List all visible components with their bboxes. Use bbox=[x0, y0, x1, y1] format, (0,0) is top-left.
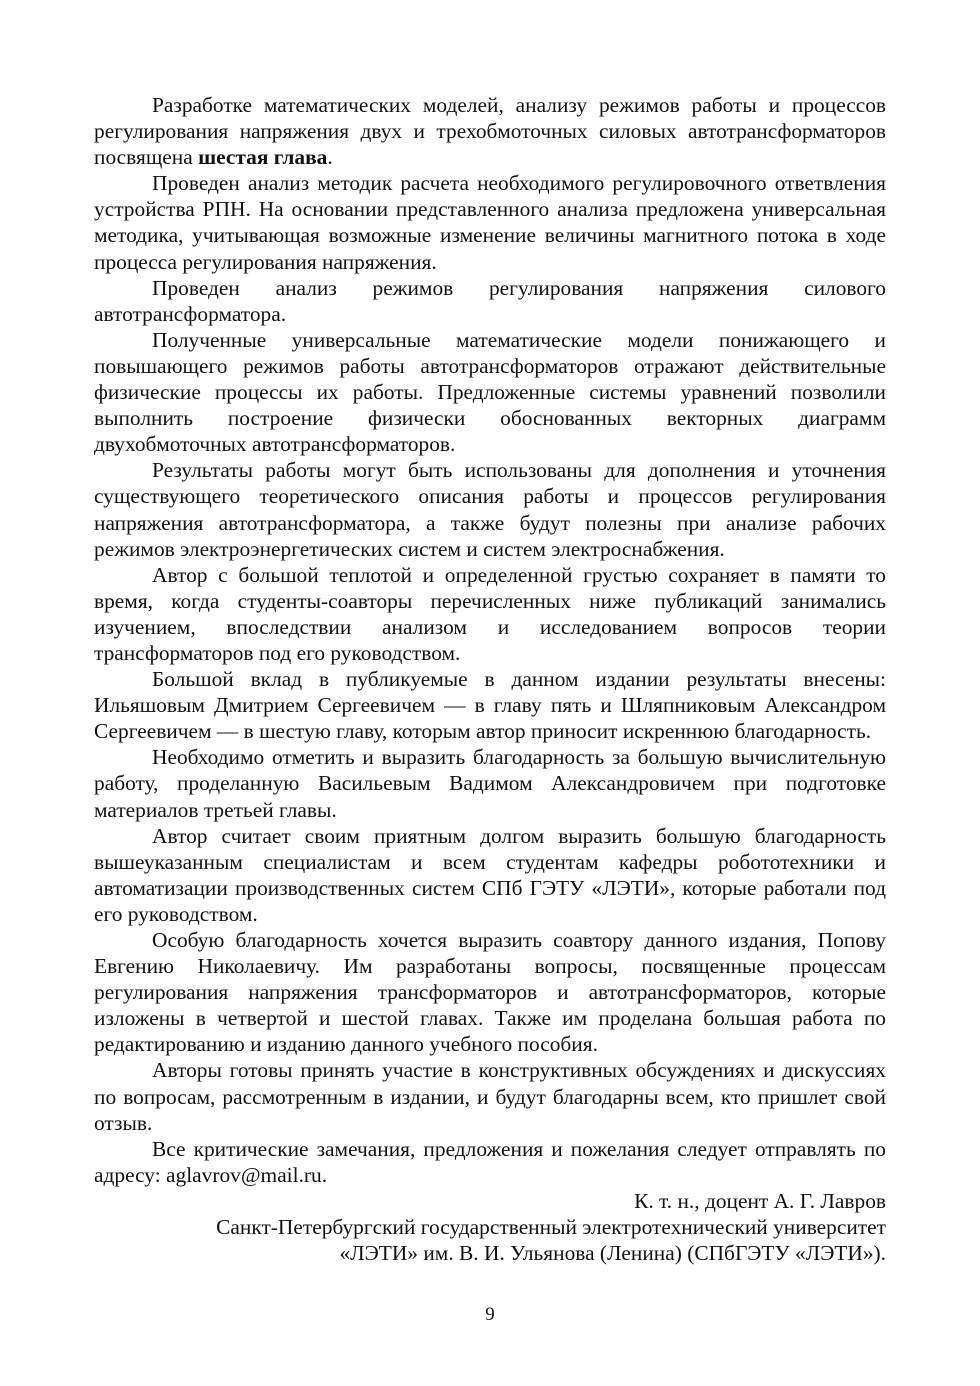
paragraph-12: Все критические замечания, предложения и пожелания следует отправлять по адресу: aglavrov@mail.ru. bbox=[94, 1136, 886, 1187]
paragraph-3: Проведен анализ режимов регулирования напряжения силового автотрансформатора. bbox=[94, 275, 886, 326]
paragraph-1-text-after: . bbox=[327, 145, 333, 170]
paragraph-4: Полученные универсальные математические модели понижающего и повышающего режимов работы автотрансформаторов отражают действительные физические процессы их работы. Предложенные системы уравнений позволили выполнить построение физически обоснованных векторных диаграмм двухобмоточных автотрансформаторов. bbox=[94, 327, 886, 457]
page-number: 9 bbox=[485, 1304, 495, 1325]
paragraph-11: Авторы готовы принять участие в конструктивных обсуждениях и дискуссиях по вопросам, рассмотренным в издании, и будут благодарны всем, кто пришлет свой отзыв. bbox=[94, 1058, 886, 1135]
signature-author: К. т. н., доцент А. Г. Лавров bbox=[634, 1188, 886, 1213]
bold-chapter-reference: шестая глава bbox=[198, 145, 328, 170]
paragraph-1-text-before: Разработке математических моделей, анализу режимов работы и процессов регулирования напряжения двух и трехобмоточных силовых автотрансформаторов посвящена bbox=[94, 93, 886, 170]
paragraph-10: Особую благодарность хочется выразить соавтору данного издания, Попову Евгению Николаевичу. Им разработаны вопросы, посвященные процессам регулирования напряжения трансформаторов и автотрансформаторов, которые изложены в четвертой и шестой главах. Также им проделана большая работа по редактированию и изданию данного учебного пособия. bbox=[94, 928, 886, 1057]
paragraph-8: Необходимо отметить и выразить благодарность за большую вычислительную работу, проделанную Васильевым Вадимом Александровичем при подготовке материалов третьей главы. bbox=[94, 745, 886, 822]
signature-university-line-1: Санкт-Петербургский государственный электротехнический университет bbox=[216, 1215, 886, 1240]
paragraph-2: Проведен анализ методик расчета необходимого регулировочного ответвления устройства РПН. На основании представленного анализа предложена универсальная методика, учитывающая возможные изменение величины магнитного потока в ходе процесса регулирования напряжения. bbox=[94, 171, 886, 274]
signature-university-line-2: «ЛЭТИ» им. В. И. Ульянова (Ленина) (СПбГЭТУ «ЛЭТИ»). bbox=[339, 1241, 886, 1266]
paragraph-9: Автор считает своим приятным долгом выразить большую благодарность вышеуказанным специалистам и всем студентам кафедры робототехники и автоматизации производственных систем СПб ГЭТУ «ЛЭТИ», которые работали под его руководством. bbox=[94, 823, 886, 926]
body-text bbox=[94, 92, 886, 1266]
paragraph-6: Автор с большой теплотой и определенной грустью сохраняет в памяти то время, когда студенты-соавторы перечисленных ниже публикаций занимались изучением, впоследствии анализом и исследованием вопросов теории трансформаторов под его руководством. bbox=[94, 562, 886, 665]
paragraph-1 bbox=[94, 92, 886, 170]
paragraph-7: Большой вклад в публикуемые в данном издании результаты внесены: Ильяшовым Дмитрием Сергеевичем — в главу пять и Шляпниковым Александром Сергеевичем — в шестую главу, которым автор приносит искреннюю благодарность. bbox=[94, 667, 886, 744]
paragraph-5: Результаты работы могут быть использованы для дополнения и уточнения существующего теоретического описания работы и процессов регулирования напряжения автотрансформатора, а также будут полезны при анализе рабочих режимов электроэнергетических систем и систем электроснабжения. bbox=[94, 458, 886, 561]
